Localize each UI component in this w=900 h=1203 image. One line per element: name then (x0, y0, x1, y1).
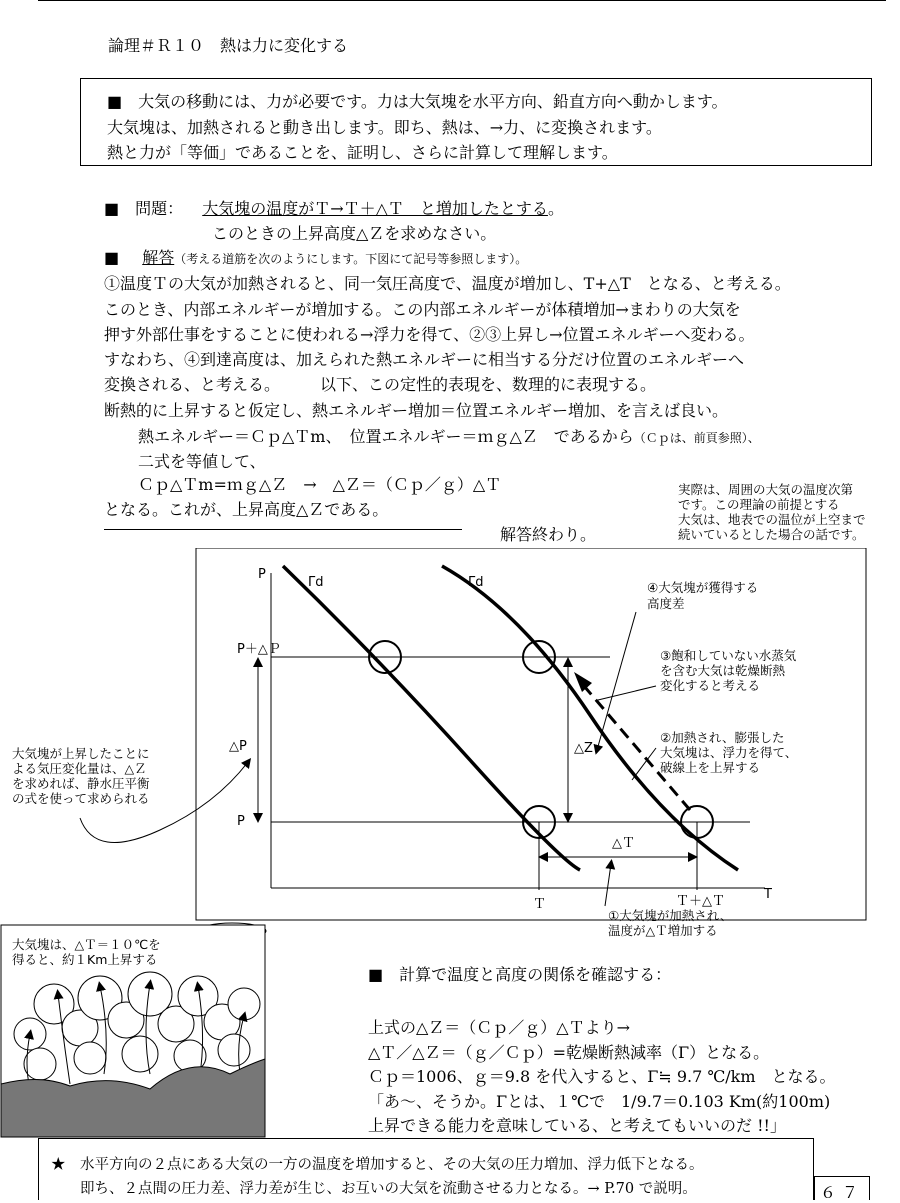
answer-line-2: このとき、内部エネルギーが増加する。この内部エネルギーが体積増加→まわりの大気を (104, 300, 741, 319)
calc-title: ■ 計算で温度と高度の関係を確認する： (368, 965, 672, 984)
side-note-line-3: 大気は、地表での温位が上空まで (678, 512, 866, 527)
side-note-line-1: 実際は、周囲の大気の温度次第 (678, 482, 854, 497)
p-plus-label: P＋△Ｐ (237, 642, 281, 657)
left-note (12, 746, 150, 806)
t-label: Ｔ (533, 897, 547, 912)
side-note (678, 482, 866, 542)
cloud-note-line-2: 得ると、約１Km上昇する (12, 952, 158, 967)
gamma-right-label: Γd (468, 575, 484, 590)
left-note-line-1: 大気塊が上昇したことに (12, 746, 150, 761)
page-number: ６７ (819, 1183, 864, 1202)
left-note-line-2: よる気圧変化量は、△Ｚ (12, 761, 147, 776)
calc-line-3: Ｃｐ＝1006、ｇ＝9.8 を代入すると、Γ≒ 9.7 ℃/km となる。 (368, 1067, 836, 1086)
bottom-note-line-2: 即ち、２点間の圧力差、浮力差が生じ、お互いの大気を流動させる力となる。→ P.70 で説明。 (51, 1181, 697, 1197)
problem-statement-end: 。 (547, 199, 564, 218)
problem-marker: ■ 問題： (104, 199, 184, 218)
calc-line-2: △Ｔ／△Ｚ＝（ｇ／Ｃｐ）=乾燥断熱減率（Γ）となる。 (368, 1043, 770, 1062)
answer-label: 解答 (142, 248, 175, 267)
note1 (608, 908, 732, 938)
equation-energies-note: （Ｃｐは、前頁参照）、 (633, 431, 760, 445)
left-note-line-3: を求めれば、静水圧平衡 (12, 776, 150, 791)
dry-adiabat-right (442, 566, 738, 870)
answer-marker: ■ (104, 248, 120, 267)
t-plus-label: Ｔ＋△Ｔ (676, 894, 725, 909)
problem-question: このときの上昇高度△Ｚを求めなさい。 (212, 224, 497, 243)
answer-separator (104, 529, 462, 530)
top-rule (38, 0, 886, 1)
note3 (660, 648, 797, 693)
calc-line-5: 上昇できる能力を意味している、と考えてもいいのだ !!」 (368, 1116, 786, 1135)
note2 (660, 730, 797, 775)
delta-t-label: △Ｔ (612, 836, 635, 851)
note2-line-2: 大気塊は、浮力を得て、 (660, 745, 798, 760)
note3-pointer (598, 686, 656, 700)
bottom-note-line-1: ★ 水平方向の２点にある大気の一方の温度を増加すると、その大気の圧力増加、浮力低下となる。 (51, 1157, 704, 1173)
answer-end: 解答終わり。 (500, 525, 597, 544)
equation-energies-main: 熱エネルギー＝Ｃｐ△Ｔm、 位置エネルギー＝ｍｇ△Ｚ であるから (138, 427, 634, 446)
answer-line-5: 変換される、と考える。 以下、この定性的表現を、数理的に表現する。 (104, 375, 657, 394)
gamma-left-label: Γd (308, 575, 324, 590)
calc-line-4: 「あ～、そうか。Γとは、１℃で 1/9.7＝0.103 Km(約100m) (368, 1092, 831, 1111)
side-note-line-4: 続いているとした場合の話です。 (678, 527, 865, 542)
rising-path-arrowhead (574, 672, 592, 692)
p-base-label: P (237, 814, 245, 829)
note2-line-1: ②加熱され、膨張した (660, 730, 785, 745)
equation-energies (138, 424, 760, 447)
t-axis-label: T (764, 887, 772, 902)
left-note-line-4: の式を使って求められる (12, 791, 150, 806)
note4-line-2: 高度差 (647, 596, 685, 611)
cloud-illustration (0, 924, 266, 1138)
answer-label-note: （考える道筋を次のようにします。下図にて記号等参照します）。 (174, 252, 528, 266)
problem-line (104, 196, 564, 219)
note3-line-1: ③飽和していない水蒸気 (660, 648, 797, 663)
answer-line-3: 押す外部仕事をすることに使われる→浮力を得て、②③上昇し→位置エネルギーへ変わる。 (104, 325, 755, 344)
cloud-note-line-1: 大気塊は、△Ｔ＝１０℃を (12, 937, 161, 952)
note4-pointer (597, 612, 636, 750)
intro-box (80, 78, 872, 166)
adiabatic-diagram (0, 548, 900, 948)
intro-line-1: ■ 大気の移動には、力が必要です。力は大気塊を水平方向、鉛直方向へ動かします。 (107, 92, 728, 111)
note4 (647, 580, 758, 611)
equation-result: Ｃｐ△Ｔm=ｍｇ△Ｚ → △Ｚ＝（Ｃｐ／ｇ）△Ｔ (138, 475, 502, 494)
page-title: 論理＃Ｒ１０ 熱は力に変化する (108, 36, 349, 55)
answer-line-6: 断熱的に上昇すると仮定し、熱エネルギー増加＝位置エネルギー増加、を言えば良い。 (104, 401, 729, 420)
intro-line-2: 大気塊は、加熱されると動き出します。即ち、熱は、→力、に変換されます。 (107, 118, 662, 137)
note1-pointer (605, 864, 611, 906)
note3-line-2: を含む大気は乾燥断熱 (660, 663, 786, 678)
bottom-note-box (38, 1138, 814, 1200)
calc-line-1: 上式の△Ｚ＝（Ｃｐ／ｇ）△Ｔより→ (368, 1018, 631, 1037)
side-note-line-2: です。この理論の前提とする (678, 497, 840, 512)
note1-line-2: 温度が△Ｔ増加する (608, 923, 718, 938)
page-number-box (814, 1176, 870, 1200)
intro-line-3: 熱と力が「等価」であることを、証明し、さらに計算して理解します。 (107, 143, 618, 162)
delta-p-label: △P (229, 739, 247, 754)
note3-line-3: 変化すると考える (660, 678, 761, 693)
problem-statement: 大気塊の温度がＴ→Ｔ＋△Ｔ と増加したとする (202, 199, 548, 218)
answer-header (104, 245, 527, 268)
note4-line-1: ④大気塊が獲得する (647, 580, 759, 595)
answer-line-4: すなわち、④到達高度は、加えられた熱エネルギーに相当する分だけ位置のエネルギーへ (104, 350, 745, 369)
answer-line-1: ①温度Ｔの大気が加熱されると、同一気圧高度で、温度が増加し、T+△T となる、と考える。 (104, 274, 791, 293)
p-axis-label: P (258, 567, 266, 582)
delta-z-label: △Z (574, 741, 593, 756)
conclusion-line: となる。これが、上昇高度△Ｚである。 (104, 500, 389, 519)
equate-line: 二式を等値して、 (138, 452, 266, 471)
note1-line-1: ①大気塊が加熱され、 (608, 908, 733, 923)
dry-adiabat-left (283, 566, 580, 870)
note2-line-3: 破線上を上昇する (660, 760, 761, 775)
